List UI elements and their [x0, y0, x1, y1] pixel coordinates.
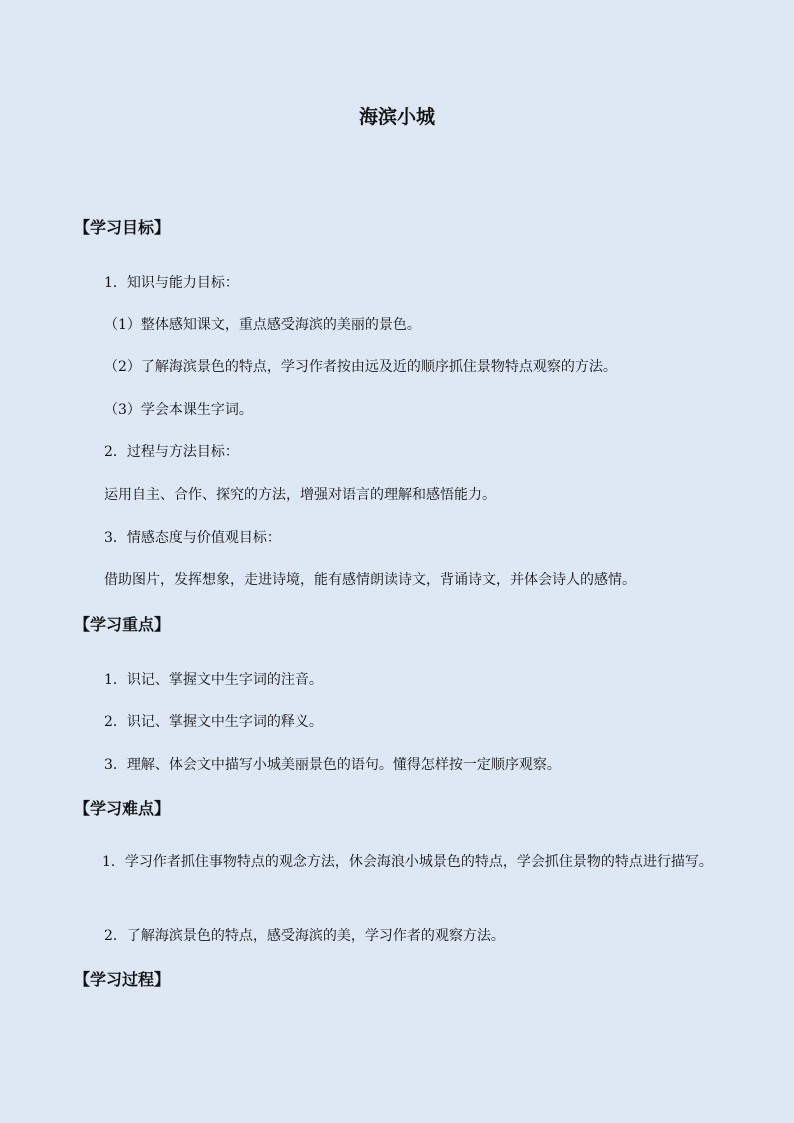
section-heading-process: 【学习过程】 [74, 970, 171, 989]
objective-item: （2）了解海滨景色的特点，学习作者按由远及近的顺序抓住景物特点观察的方法。 [104, 359, 617, 375]
objective-item: 2．过程与方法目标： [104, 444, 239, 460]
difficulty-item-text: 1．学习作者抓住事物特点的观念方法，休会海浪小城景色的特点，学会抓住景物的特点进行描写。 [102, 854, 713, 870]
section-heading-difficulties: 【学习难点】 [74, 799, 171, 818]
objective-item: 运用自主、合作、探究的方法，增强对语言的理解和感悟能力。 [104, 487, 496, 503]
objective-item: （3）学会本课生字词。 [104, 402, 253, 418]
objective-item: 3．情感态度与价值观目标： [104, 530, 281, 546]
section-heading-objectives: 【学习目标】 [74, 218, 171, 237]
objective-item: 1．知识与能力目标： [104, 275, 239, 291]
objective-item: 借助图片，发挥想象，走进诗境，能有感情朗读诗文，背诵诗文，并体会诗人的感情。 [104, 572, 636, 588]
difficulty-item [72, 849, 732, 875]
document-title: 海滨小城 [358, 106, 435, 128]
key-point-item: 2．识记、掌握文中生字词的释义。 [104, 714, 323, 730]
key-point-item: 3．理解、体会文中描写小城美丽景色的语句。懂得怎样按一定顺序观察。 [104, 757, 561, 773]
objective-item: （1）整体感知课文，重点感受海滨的美丽的景色。 [104, 317, 421, 333]
key-point-item: 1．识记、掌握文中生字词的注音。 [104, 672, 323, 688]
difficulty-item: 2．了解海滨景色的特点，感受海滨的美，学习作者的观察方法。 [104, 928, 505, 944]
section-heading-key-points: 【学习重点】 [74, 615, 171, 634]
